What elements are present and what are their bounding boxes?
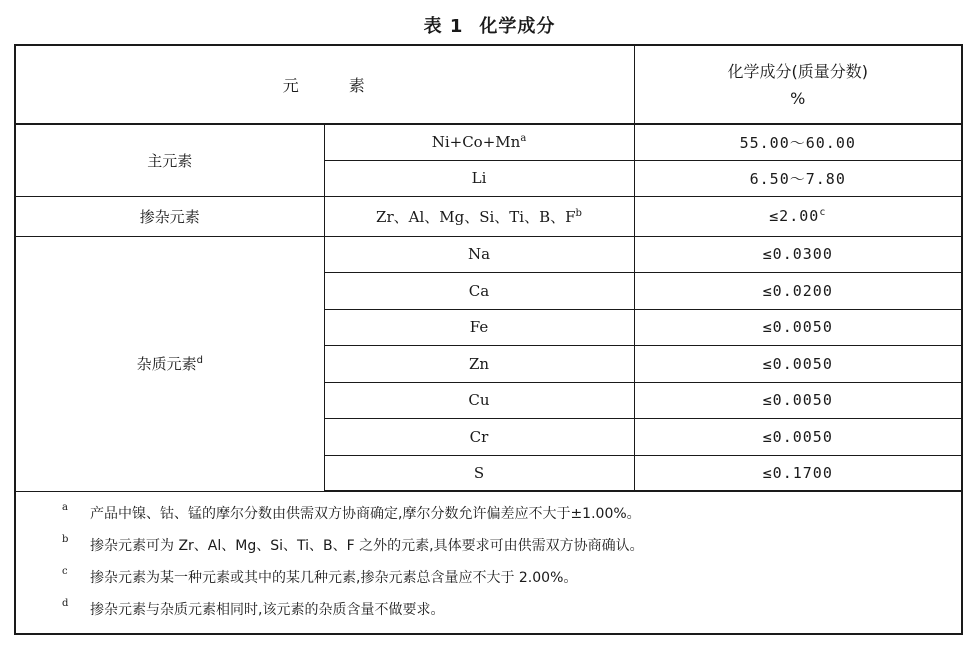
table-row bbox=[16, 236, 961, 272]
category-cell bbox=[16, 196, 324, 236]
element-label: Cu bbox=[468, 391, 490, 409]
footnote-item bbox=[62, 498, 961, 530]
element-cell bbox=[324, 418, 634, 455]
element-label: Fe bbox=[469, 318, 489, 336]
footnote-item bbox=[62, 530, 961, 562]
element-footnote-mark: a bbox=[520, 133, 527, 145]
value-label: ≤0.0300 bbox=[762, 245, 833, 263]
category-label: 杂质元素 bbox=[136, 355, 197, 373]
value-cell bbox=[634, 196, 961, 236]
header-value-label: 化学成分(质量分数) bbox=[727, 61, 868, 81]
element-cell bbox=[324, 309, 634, 345]
value-label: ≤0.0050 bbox=[762, 391, 833, 409]
footnote-item bbox=[62, 562, 961, 594]
element-cell bbox=[324, 345, 634, 382]
category-cell bbox=[16, 236, 324, 491]
table-row bbox=[16, 196, 961, 236]
element-cell bbox=[324, 160, 634, 196]
element-label: Zn bbox=[468, 354, 490, 373]
value-label: 6.50～7.80 bbox=[749, 169, 846, 188]
value-cell bbox=[634, 309, 961, 345]
header-value-cell bbox=[634, 46, 961, 124]
table-frame bbox=[14, 44, 963, 635]
category-label: 主元素 bbox=[147, 151, 193, 170]
element-cell bbox=[324, 236, 634, 272]
element-cell bbox=[324, 382, 634, 418]
footnote-mark: b bbox=[62, 534, 69, 545]
footnote-mark: d bbox=[62, 598, 69, 609]
header-row bbox=[16, 46, 961, 124]
value-label: ≤0.0050 bbox=[762, 318, 833, 336]
category-label: 掺杂元素 bbox=[139, 207, 200, 226]
element-label: Ca bbox=[468, 281, 490, 300]
element-cell bbox=[324, 124, 634, 160]
header-value-unit: % bbox=[790, 88, 806, 108]
table-title bbox=[0, 12, 979, 38]
element-footnote-mark: b bbox=[575, 207, 582, 219]
composition-table bbox=[16, 46, 961, 492]
footnotes bbox=[16, 498, 961, 626]
value-cell bbox=[634, 272, 961, 309]
value-cell bbox=[634, 124, 961, 160]
value-label: 55.00～60.00 bbox=[739, 133, 856, 152]
value-cell bbox=[634, 418, 961, 455]
value-label: ≤0.0050 bbox=[762, 354, 833, 373]
footnote-text: 掺杂元素为某一种元素或其中的某几种元素,掺杂元素总含量应不大于 2.00%。 bbox=[90, 570, 578, 586]
table-title-text: 化学成分 bbox=[479, 16, 556, 37]
value-cell bbox=[634, 455, 961, 491]
footnote-text: 产品中镍、钴、锰的摩尔分数由供需双方协商确定,摩尔分数允许偏差应不大于±1.00%。 bbox=[90, 506, 641, 522]
element-label: Na bbox=[467, 245, 491, 263]
table-row bbox=[16, 124, 961, 160]
footnote-text: 掺杂元素可为 Zr、Al、Mg、Si、Ti、B、F 之外的元素,具体要求可由供需双方协商确认。 bbox=[90, 538, 644, 554]
header-element-label-left: 元 bbox=[282, 76, 301, 95]
element-label: Cr bbox=[469, 427, 489, 446]
element-label: Ni+Co+Mn bbox=[431, 133, 521, 152]
element-label: Li bbox=[471, 169, 487, 187]
header-element-label-right: 素 bbox=[348, 76, 367, 95]
value-label: ≤0.0050 bbox=[762, 427, 833, 446]
header-element-cell bbox=[16, 46, 634, 124]
element-cell bbox=[324, 196, 634, 236]
value-cell bbox=[634, 160, 961, 196]
category-cell bbox=[16, 124, 324, 196]
value-cell bbox=[634, 236, 961, 272]
category-footnote-mark: d bbox=[196, 355, 203, 366]
value-cell bbox=[634, 345, 961, 382]
value-label: ≤0.1700 bbox=[762, 463, 833, 482]
element-cell bbox=[324, 455, 634, 491]
footnote-mark: c bbox=[62, 566, 68, 577]
value-footnote-mark: c bbox=[819, 207, 827, 218]
table-body bbox=[16, 46, 961, 491]
value-cell bbox=[634, 382, 961, 418]
table-number: 表 1 bbox=[423, 16, 464, 37]
element-label: S bbox=[473, 463, 485, 482]
value-label: ≤0.0200 bbox=[762, 281, 833, 300]
footnote-item bbox=[62, 594, 961, 626]
footnote-text: 掺杂元素与杂质元素相同时,该元素的杂质含量不做要求。 bbox=[90, 602, 445, 618]
element-label: Zr、Al、Mg、Si、Ti、B、F bbox=[376, 207, 576, 226]
element-cell bbox=[324, 272, 634, 309]
value-label: ≤2.00 bbox=[769, 207, 820, 225]
footnote-mark: a bbox=[62, 502, 68, 513]
